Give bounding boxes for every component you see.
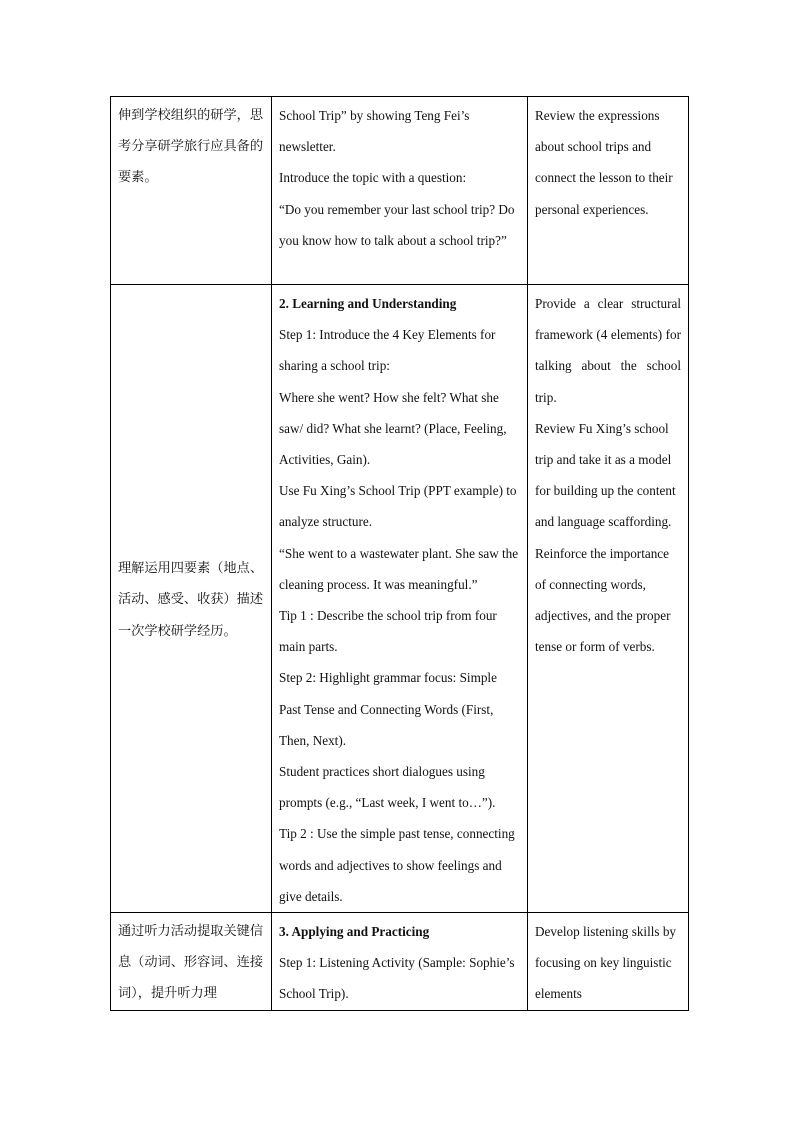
purpose-cell: [528, 285, 689, 913]
purpose-text: Reinforce the importance of connecting words, adjectives, and the proper tense or form of verbs.: [535, 545, 671, 655]
activity-cell: [272, 913, 528, 1011]
activity-cell: [272, 285, 528, 913]
activity-text: Step 1: Introduce the 4 Key Elements for sharing a school trip:: [279, 327, 496, 374]
table-row: [111, 97, 689, 285]
purpose-cell: [528, 913, 689, 1011]
activity-text: Introduce the topic with a question:: [279, 170, 467, 186]
purpose-text: Review Fu Xing’s school trip and take it as a model for building up the content and language scaffording.: [535, 420, 676, 530]
activity-text: Use Fu Xing’s School Trip (PPT example) to analyze structure.: [279, 483, 517, 530]
objective-cell: 通过听力活动提取关键信息（动词、形容词、连接词），提升听力理: [111, 913, 272, 1011]
table-row: [111, 285, 689, 913]
objective-cell: 伸到学校组织的研学，思考分享研学旅行应具备的要素。: [111, 97, 272, 285]
objective-cell: 理解运用四要素（地点、活动、感受、收获）描述一次学校研学经历。: [111, 285, 272, 913]
activity-text: Tip 2 : Use the simple past tense, connecting words and adjectives to show feelings and give details.: [279, 826, 515, 904]
lesson-plan-table: [110, 96, 689, 1011]
activity-text: Where she went? How she felt? What she saw/ did? What she learnt? (Place, Feeling, Activities, Gain).: [279, 389, 507, 468]
activity-text: Student practices short dialogues using prompts (e.g., “Last week, I went to…”).: [279, 764, 496, 811]
purpose-text: Review the expressions about school trips and connect the lesson to their personal experiences.: [535, 108, 673, 217]
activity-text: “She went to a wastewater plant. She saw the cleaning process. It was meaningful.”: [279, 545, 519, 592]
activity-text: Tip 1 : Describe the school trip from four main parts.: [279, 608, 497, 655]
activity-text: Step 1: Listening Activity (Sample: Sophie’s School Trip).: [279, 955, 515, 1002]
activity-text: School Trip” by showing Teng Fei’s newsletter.: [279, 108, 470, 155]
purpose-text: Develop listening skills by focusing on key linguistic elements: [535, 924, 677, 1002]
purpose-cell: [528, 97, 689, 285]
activity-text: Step 2: Highlight grammar focus: Simple Past Tense and Connecting Words (First, Then, Next).: [279, 670, 497, 748]
activity-text: “Do you remember your last school trip? Do you know how to talk about a school trip?”: [279, 201, 515, 248]
section-heading: 2. Learning and Understanding: [279, 296, 457, 311]
activity-cell: [272, 97, 528, 285]
table-row: [111, 913, 689, 1011]
purpose-text: Provide a clear structural framework (4 elements) for talking about the school trip.: [535, 296, 681, 405]
section-heading: 3. Applying and Practicing: [279, 924, 430, 940]
